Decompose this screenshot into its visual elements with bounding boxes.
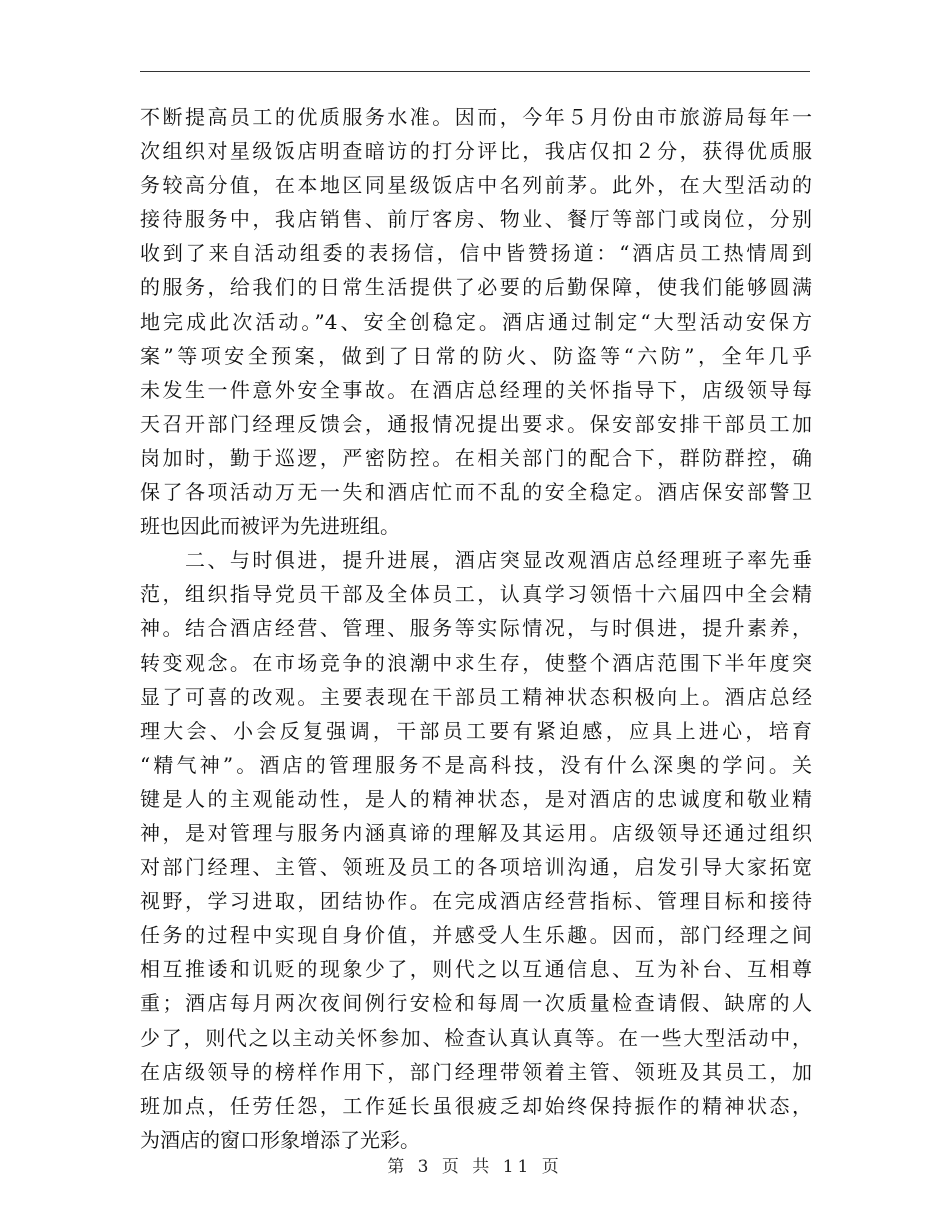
- text-line: 对部门经理、主管、领班及员工的各项培训沟通，启发引导大家拓宽: [140, 855, 812, 880]
- paragraph-end-line: 为酒店的窗口形象增添了光彩。: [140, 1127, 420, 1152]
- text-line: 在店级领导的榜样作用下，部门经理带领着主管、领班及其员工，加: [140, 1059, 812, 1084]
- text-line: 任务的过程中实现自身价值，并感受人生乐趣。因而，部门经理之间: [140, 923, 812, 948]
- paragraph-end-line: 班也因此而被评为先进班组。: [140, 514, 400, 539]
- text-line: 天召开部门经理反馈会，通报情况提出要求。保安部安排干部员工加: [140, 411, 812, 436]
- text-line: 保了各项活动万无一失和酒店忙而不乱的安全稳定。酒店保安部警卫: [140, 480, 812, 505]
- text-line: 未发生一件意外安全事故。在酒店总经理的关怀指导下，店级领导每: [140, 377, 812, 402]
- text-line: 视野，学习进取，团结协作。在完成酒店经营指标、管理目标和接待: [140, 889, 812, 914]
- text-line: 转变观念。在市场竞争的浪潮中求生存，使整个酒店范围下半年度突: [140, 650, 812, 675]
- document-body: [140, 100, 812, 1157]
- text-line: 接待服务中，我店销售、前厅客房、物业、餐厅等部门或岗位，分别: [140, 207, 812, 232]
- text-line: 次组织对星级饭店明查暗访的打分评比，我店仅扣２分，获得优质服: [140, 139, 812, 164]
- text-line: 重；酒店每月两次夜间例行安检和每周一次质量检查请假、缺席的人: [140, 991, 812, 1016]
- text-line: 理大会、小会反复强调，干部员工要有紧迫感，应具上进心，培育: [140, 718, 812, 743]
- text-line: 相互推诿和讥贬的现象少了，则代之以互通信息、互为补台、互相尊: [140, 957, 812, 982]
- text-line: 神，是对管理与服务内涵真谛的理解及其运用。店级领导还通过组织: [140, 820, 812, 845]
- text-line: 班加点，任劳任怨，工作延长虽很疲乏却始终保持振作的精神状态，: [140, 1093, 812, 1118]
- text-line: 显了可喜的改观。主要表现在干部员工精神状态积极向上。酒店总经: [140, 684, 812, 709]
- header-rule: [140, 71, 810, 72]
- text-line: 岗加时，勤于巡逻，严密防控。在相关部门的配合下，群防群控，确: [140, 445, 812, 470]
- text-line: 案”等项安全预案，做到了日常的防火、防盗等“六防”，全年几乎: [140, 343, 812, 368]
- text-line: 的服务，给我们的日常生活提供了必要的后勤保障，使我们能够圆满: [140, 275, 812, 300]
- text-line: 地完成此次活动。”4、安全创稳定。酒店通过制定“大型活动安保方: [140, 309, 812, 334]
- text-line: “精气神”。酒店的管理服务不是高科技，没有什么深奥的学问。关: [140, 752, 812, 777]
- text-line: 范，组织指导党员干部及全体员工，认真学习领悟十六届四中全会精: [140, 582, 812, 607]
- text-line: 键是人的主观能动性，是人的精神状态，是对酒店的忠诚度和敬业精: [140, 786, 812, 811]
- text-line: 二、与时俱进，提升进展，酒店突显改观酒店总经理班子率先垂: [140, 548, 812, 573]
- text-line: 神。结合酒店经营、管理、服务等实际情况，与时俱进，提升素养，: [140, 616, 812, 641]
- text-line: 少了，则代之以主动关怀参加、检查认真认真等。在一些大型活动中，: [140, 1025, 812, 1050]
- text-line: 务较高分值，在本地区同星级饭店中名列前茅。此外，在大型活动的: [140, 173, 812, 198]
- text-line: 收到了来自活动组委的表扬信，信中皆赞扬道：“酒店员工热情周到: [140, 241, 812, 266]
- text-line: 不断提高员工的优质服务水准。因而，今年５月份由市旅游局每年一: [140, 105, 812, 129]
- page-number-footer: 第 3 页 共 11 页: [387, 1157, 563, 1177]
